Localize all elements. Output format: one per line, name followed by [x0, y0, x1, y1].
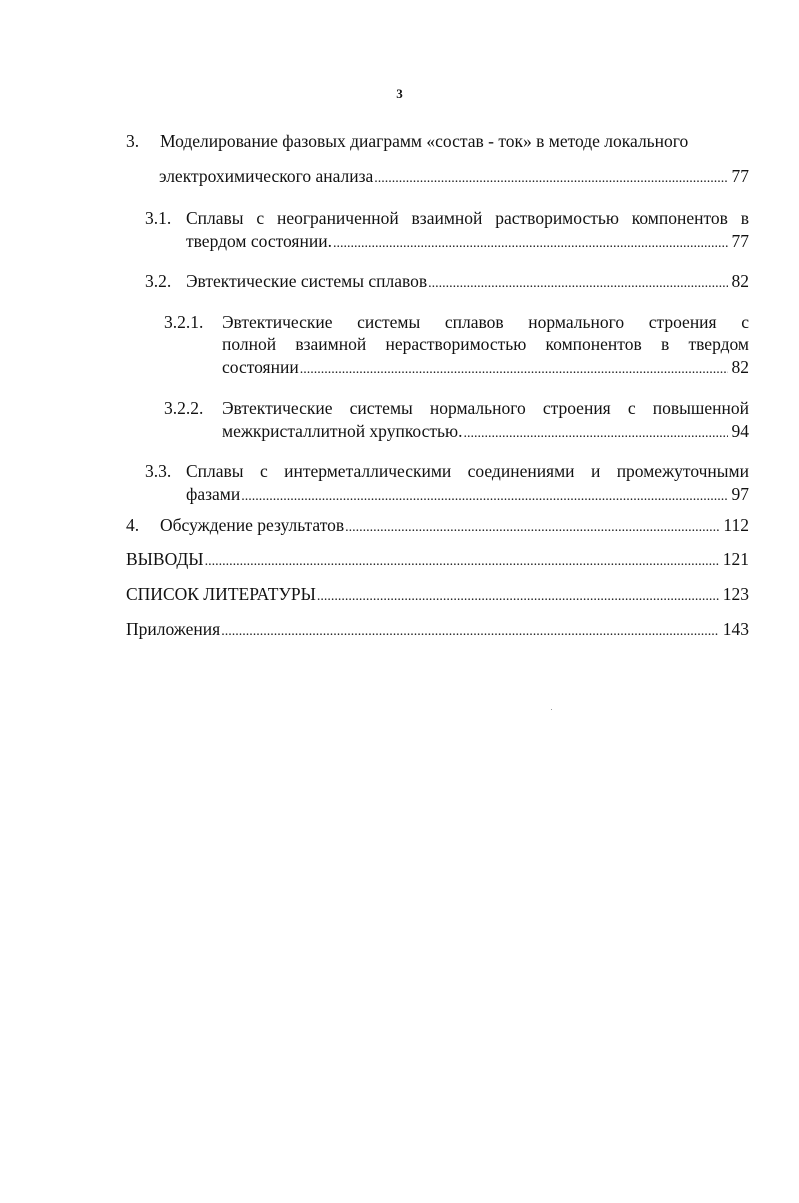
- toc-page-number: 123: [722, 584, 749, 604]
- dot-leader: [345, 514, 719, 539]
- toc-leader-line: [186, 230, 749, 255]
- toc-title-line: Эвтектические системы сплавов нормального строения с: [222, 312, 749, 332]
- toc-leader-line: [126, 548, 749, 573]
- toc-page-number: 121: [722, 549, 749, 569]
- toc-title-line: Эвтектические системы сплавов: [186, 271, 428, 291]
- toc-number: 4.: [126, 515, 140, 535]
- toc-page-number: 77: [731, 231, 749, 251]
- scan-speck: [551, 709, 552, 710]
- toc-leader-line: [222, 420, 749, 445]
- toc-leader-line: [186, 483, 749, 508]
- dot-leader: [317, 583, 719, 608]
- toc-title-line: Приложения: [126, 619, 221, 639]
- dot-leader: [241, 483, 727, 508]
- toc-title-line: Сплавы с интерметаллическими соединениями и промежуточными: [186, 461, 749, 481]
- toc-number: 3.2.1.: [164, 312, 204, 332]
- dot-leader: [205, 548, 719, 573]
- toc-title-line: Эвтектические системы нормального строения с повышенной: [222, 398, 749, 418]
- toc-page-number: 82: [731, 357, 749, 377]
- toc-title-line: фазами: [186, 484, 241, 504]
- toc-leader-line: [160, 514, 749, 539]
- toc-page-number: 143: [722, 619, 749, 639]
- toc-title-line: Моделирование фазовых диаграмм «состав - ток» в методе локального: [160, 131, 689, 151]
- toc-number: 3.2.2.: [164, 398, 204, 418]
- toc-title-line: ВЫВОДЫ: [126, 549, 204, 569]
- toc-number: 3.2.: [145, 271, 172, 291]
- dot-leader: [428, 270, 727, 295]
- dot-leader: [463, 420, 727, 445]
- toc-title-line: состоянии: [222, 357, 299, 377]
- toc-leader-line: [126, 583, 749, 608]
- dot-leader: [333, 230, 728, 255]
- toc-title-line: межкристаллитной хрупкостью.: [222, 421, 463, 441]
- toc-page-number: 94: [731, 421, 749, 441]
- toc-page-number: 97: [731, 484, 749, 504]
- toc-title-line: СПИСОК ЛИТЕРАТУРЫ: [126, 584, 316, 604]
- toc-leader-line: [186, 270, 749, 295]
- toc-title-line: Обсуждение результатов: [160, 515, 345, 535]
- dot-leader: [300, 356, 728, 381]
- toc-leader-line: [159, 165, 749, 190]
- toc-number: 3.1.: [145, 208, 172, 228]
- toc-page-number: 82: [731, 271, 749, 291]
- toc-title-line: электрохимического анализа: [159, 166, 374, 186]
- page-number: 3: [396, 86, 403, 101]
- toc-title-line: полной взаимной нерастворимостью компонентов в твердом: [222, 334, 749, 354]
- dot-leader: [374, 165, 727, 190]
- toc-page-number: 77: [731, 166, 749, 186]
- toc-number: 3.: [126, 131, 140, 151]
- toc-page-number: 112: [723, 515, 749, 535]
- toc-title-line: твердом состоянии.: [186, 231, 332, 251]
- toc-leader-line: [126, 618, 749, 643]
- toc-title-line: Сплавы с неограниченной взаимной растворимостью компонентов в: [186, 208, 749, 228]
- toc-number: 3.3.: [145, 461, 172, 481]
- toc-leader-line: [222, 356, 749, 381]
- dot-leader: [221, 618, 719, 643]
